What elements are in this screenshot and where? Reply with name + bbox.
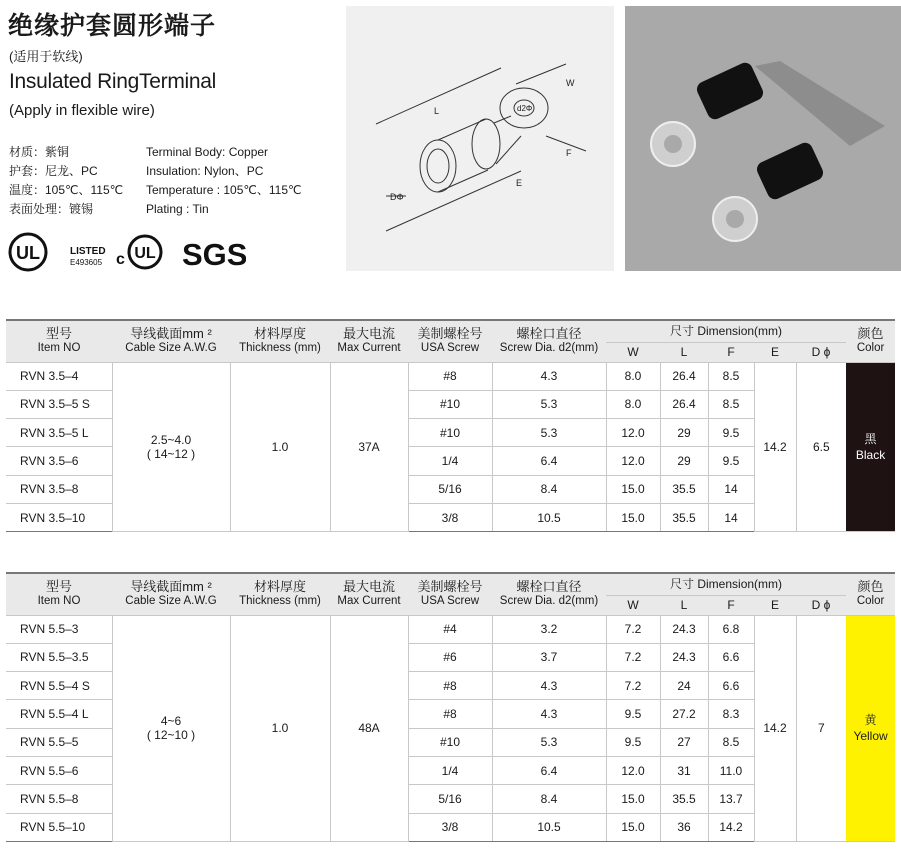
ring-terminal-top-icon <box>651 60 766 166</box>
item-no: RVN 5.5–8 <box>6 785 112 813</box>
dim-w: 15.0 <box>606 785 660 813</box>
header-item: 型号 Item NO <box>6 573 112 615</box>
diagram-label-w: W <box>566 78 575 88</box>
header-dimension: 尺寸 Dimension(mm) <box>606 573 846 595</box>
header-cable: 导线截面mm ² Cable Size A.W.G <box>112 573 230 615</box>
spec-temperature-cn: 温度：105℃、115℃ <box>9 183 124 197</box>
header-d: D ϕ <box>796 595 846 615</box>
dim-f: 9.5 <box>708 447 754 475</box>
header-d: D ϕ <box>796 342 846 362</box>
usa-screw: #8 <box>408 700 492 728</box>
dim-w: 8.0 <box>606 390 660 418</box>
screw-dia: 4.3 <box>492 362 606 390</box>
dim-l: 36 <box>660 813 708 841</box>
certification-logos <box>6 230 246 274</box>
header-w: W <box>606 595 660 615</box>
header-item: 型号 Item NO <box>6 320 112 362</box>
spec-table-rvn-3-5 <box>6 319 895 532</box>
dim-d: 6.5 <box>796 362 846 532</box>
spec-insulation-en: Insulation: Nylon、PC <box>146 164 264 178</box>
page-title-en: Insulated RingTerminal <box>9 70 217 93</box>
usa-screw: 1/4 <box>408 756 492 784</box>
spec-material-en: Terminal Body: Copper <box>146 145 269 159</box>
spec-plating-cn: 表面处理：镀锡 <box>9 202 94 216</box>
header-screw: 美制螺栓号 USA Screw <box>408 320 492 362</box>
screw-dia: 6.4 <box>492 756 606 784</box>
usa-screw: #10 <box>408 390 492 418</box>
dim-l: 31 <box>660 756 708 784</box>
dim-f: 13.7 <box>708 785 754 813</box>
header-screw-dia: 螺栓口直径 Screw Dia. d2(mm) <box>492 573 606 615</box>
diagram-label-d2: d2Φ <box>517 104 533 113</box>
dim-l: 26.4 <box>660 390 708 418</box>
dim-l: 24.3 <box>660 643 708 671</box>
screw-dia: 6.4 <box>492 447 606 475</box>
cable-size: 2.5~4.0 <box>150 432 192 447</box>
ul-file-number: E493605 <box>70 258 103 267</box>
table-row <box>6 615 895 643</box>
item-no: RVN 5.5–6 <box>6 756 112 784</box>
dim-e: 14.2 <box>754 615 796 841</box>
terminal-dimension-diagram <box>346 6 614 271</box>
dim-w: 12.0 <box>606 756 660 784</box>
header-f: F <box>708 342 754 362</box>
diagram-label-l: L <box>434 106 440 116</box>
ul-logo-text: UL <box>16 243 40 263</box>
item-no: RVN 3.5–5 L <box>6 419 112 447</box>
header-thickness: 材料厚度 Thickness (mm) <box>230 320 330 362</box>
screw-dia: 8.4 <box>492 785 606 813</box>
header-screw: 美制螺栓号 USA Screw <box>408 573 492 615</box>
cul-logo-text: UL <box>134 245 156 262</box>
header-dimension: 尺寸 Dimension(mm) <box>606 320 846 342</box>
dim-w: 12.0 <box>606 419 660 447</box>
dim-l: 29 <box>660 447 708 475</box>
dim-w: 9.5 <box>606 728 660 756</box>
color-swatch-black: 黑 Black <box>846 362 895 532</box>
dim-l: 26.4 <box>660 362 708 390</box>
dim-d: 7 <box>796 615 846 841</box>
screw-dia: 8.4 <box>492 475 606 503</box>
header-cable: 导线截面mm ² Cable Size A.W.G <box>112 320 230 362</box>
dim-e: 14.2 <box>754 362 796 532</box>
item-no: RVN 5.5–3.5 <box>6 643 112 671</box>
max-current: 48A <box>330 615 408 841</box>
product-photo <box>625 6 901 271</box>
cable-size: 4~6 <box>160 714 182 729</box>
screw-dia: 3.2 <box>492 615 606 643</box>
spec-insulation-cn: 护套：尼龙、PC <box>9 164 98 178</box>
item-no: RVN 5.5–4 L <box>6 700 112 728</box>
usa-screw: #8 <box>408 672 492 700</box>
dim-w: 15.0 <box>606 813 660 841</box>
header-e: E <box>754 342 796 362</box>
dim-f: 8.5 <box>708 362 754 390</box>
dim-w: 7.2 <box>606 672 660 700</box>
usa-screw: 3/8 <box>408 503 492 531</box>
diagram-label-f: F <box>566 148 572 158</box>
cul-logo-icon <box>116 236 161 268</box>
dim-f: 9.5 <box>708 419 754 447</box>
page-title-cn: 绝缘护套圆形端子 <box>8 12 217 40</box>
listed-label: LISTED <box>70 246 106 257</box>
dim-l: 35.5 <box>660 503 708 531</box>
usa-screw: #10 <box>408 728 492 756</box>
dim-w: 7.2 <box>606 643 660 671</box>
max-current: 37A <box>330 362 408 532</box>
header-color: 颜色 Color <box>846 573 895 615</box>
screw-dia: 10.5 <box>492 503 606 531</box>
cable-size-cell <box>112 615 230 841</box>
header-l: L <box>660 342 708 362</box>
screw-dia: 10.5 <box>492 813 606 841</box>
usa-screw: 3/8 <box>408 813 492 841</box>
dim-l: 27 <box>660 728 708 756</box>
screw-dia: 4.3 <box>492 672 606 700</box>
dim-w: 15.0 <box>606 475 660 503</box>
dim-w: 9.5 <box>606 700 660 728</box>
dim-f: 6.8 <box>708 615 754 643</box>
screw-dia: 5.3 <box>492 390 606 418</box>
dim-l: 35.5 <box>660 785 708 813</box>
dim-f: 14 <box>708 503 754 531</box>
thickness: 1.0 <box>230 615 330 841</box>
dim-l: 35.5 <box>660 475 708 503</box>
dim-w: 8.0 <box>606 362 660 390</box>
usa-screw: 5/16 <box>408 475 492 503</box>
dim-l: 29 <box>660 419 708 447</box>
cul-c-letter: c <box>116 251 125 268</box>
cable-awg: ( 14~12 ) <box>146 446 196 461</box>
header-thickness: 材料厚度 Thickness (mm) <box>230 573 330 615</box>
item-no: RVN 3.5–10 <box>6 503 112 531</box>
usa-screw: 1/4 <box>408 447 492 475</box>
header-l: L <box>660 595 708 615</box>
dim-w: 15.0 <box>606 503 660 531</box>
header-color: 颜色 Color <box>846 320 895 362</box>
table-row <box>6 362 895 390</box>
header-current: 最大电流 Max Current <box>330 573 408 615</box>
ring-terminal-bottom-icon <box>713 140 826 241</box>
header-e: E <box>754 595 796 615</box>
usa-screw: #6 <box>408 643 492 671</box>
item-no: RVN 3.5–6 <box>6 447 112 475</box>
dim-f: 14.2 <box>708 813 754 841</box>
spec-list-cn <box>9 143 123 219</box>
dim-f: 8.5 <box>708 390 754 418</box>
item-no: RVN 3.5–5 S <box>6 390 112 418</box>
dim-l: 27.2 <box>660 700 708 728</box>
dim-f: 14 <box>708 475 754 503</box>
cable-awg: ( 12~10 ) <box>146 728 196 743</box>
item-no: RVN 5.5–5 <box>6 728 112 756</box>
spec-table-rvn-5-5 <box>6 572 895 842</box>
ul-logo-icon <box>10 234 46 270</box>
usa-screw: 5/16 <box>408 785 492 813</box>
page-subtitle-cn: (适用于软线) <box>9 49 83 64</box>
header-w: W <box>606 342 660 362</box>
screw-dia: 5.3 <box>492 728 606 756</box>
item-no: RVN 5.5–10 <box>6 813 112 841</box>
header-screw-dia: 螺栓口直径 Screw Dia. d2(mm) <box>492 320 606 362</box>
page-subtitle-en: (Apply in flexible wire) <box>9 102 155 119</box>
spec-material-cn: 材质：紫铜 <box>9 145 70 159</box>
spec-temperature-en: Temperature : 105℃、115℃ <box>146 183 302 197</box>
screw-dia: 3.7 <box>492 643 606 671</box>
spec-plating-en: Plating : Tin <box>146 202 209 216</box>
usa-screw: #8 <box>408 362 492 390</box>
color-swatch-yellow: 黄 Yellow <box>846 615 895 841</box>
thickness: 1.0 <box>230 362 330 532</box>
usa-screw: #10 <box>408 419 492 447</box>
item-no: RVN 3.5–8 <box>6 475 112 503</box>
screw-dia: 5.3 <box>492 419 606 447</box>
header-f: F <box>708 595 754 615</box>
diagram-label-e: E <box>516 178 523 188</box>
dim-l: 24.3 <box>660 615 708 643</box>
item-no: RVN 5.5–3 <box>6 615 112 643</box>
dim-f: 8.3 <box>708 700 754 728</box>
item-no: RVN 5.5–4 S <box>6 672 112 700</box>
header-current: 最大电流 Max Current <box>330 320 408 362</box>
usa-screw: #4 <box>408 615 492 643</box>
screw-dia: 4.3 <box>492 700 606 728</box>
dim-f: 6.6 <box>708 643 754 671</box>
dim-l: 24 <box>660 672 708 700</box>
spec-list-en <box>146 143 301 219</box>
dim-w: 12.0 <box>606 447 660 475</box>
dim-f: 6.6 <box>708 672 754 700</box>
item-no: RVN 3.5–4 <box>6 362 112 390</box>
cable-size-cell <box>112 362 230 532</box>
dim-f: 8.5 <box>708 728 754 756</box>
sgs-logo-text: SGS <box>182 237 246 272</box>
dim-f: 11.0 <box>708 756 754 784</box>
diagram-label-d: DΦ <box>390 192 404 202</box>
dim-w: 7.2 <box>606 615 660 643</box>
